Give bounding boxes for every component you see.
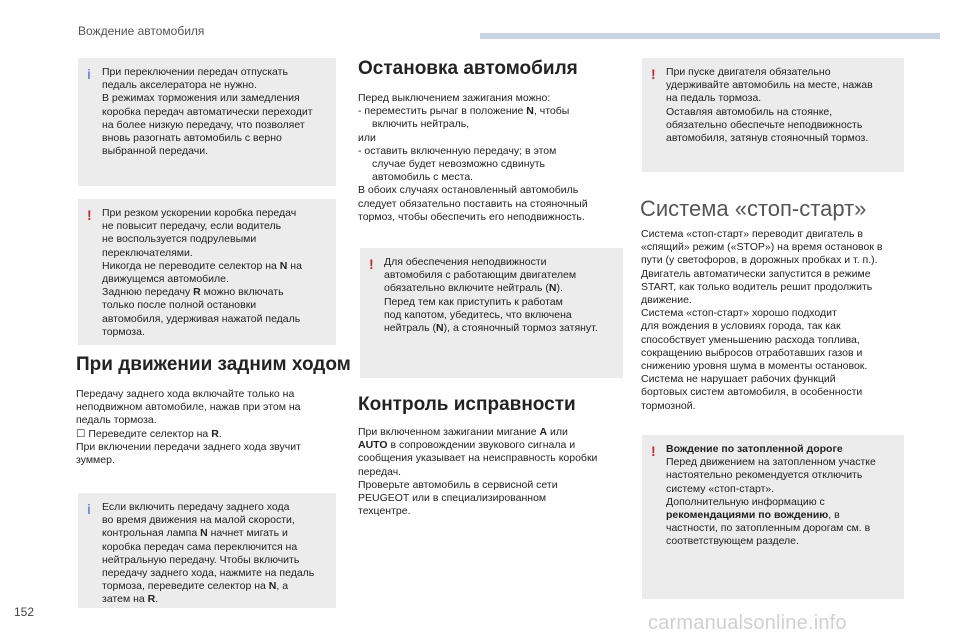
heading-stopping: Остановка автомобиля [358,58,578,79]
text-line: вновь разогнать автомобиль с верно [102,132,282,145]
page-section-title: Вождение автомобиля [78,24,205,38]
warning-icon: ! [651,66,656,82]
text-line: При переключении передач отпускать [102,66,288,78]
text-line: не повысит передачу, если водитель [102,220,282,233]
paragraph-stop-start: Система «стоп-старт» переводит двигатель в «спящий» режим («STOP») на время остановок в пути (у светофоров, в дорожных пробках и т. п.). Двигатель автоматически запустится в режиме START, как только водитель решит продолжить движение. Система «стоп-старт» хорошо подходит для вождения в условиях города, так как способствует уменьшению расхода топлива, сокращению выбросов отработавших газов и снижению уровня шума в моменты остановок. Система не нарушает рабочих функций бортовых систем автомобиля, в особенности тормозной. [641,228,883,412]
text-line: тормоза. [102,325,145,338]
text-line: Заднюю передачу R можно включать [102,286,284,299]
info-box-reverse-while-moving: i Если включить передачу заднего хода во время движения на малой скорости, контрольная лампа N начнет мигать и коробка передач сама переключится на нейтральную передачу. Чтобы включить передачу заднего хода, нажмите на педаль тормоза, переведите селектор на N, а затем на R. [78,493,336,608]
info-icon: i [87,66,91,82]
text-line: не воспользуется подрулевыми [102,233,257,246]
heading-stop-start: Система «стоп-старт» [640,196,867,221]
paragraph-stopping: Перед выключением зажигания можно: - переместить рычаг в положение N, чтобы включить нейтраль, или - оставить включенную передачу; в этом случае будет невозможно сдвинуть автомобиль с места. В обоих случаях остановленный автомобиль следует обязательно поставить на стояночный тормоз, чтобы обеспечить его неподвижность. [358,92,588,223]
paragraph-diagnostics: При включенном зажигании мигание A или AUTO в сопровождении звукового сигнала и сообщения указывает на неисправность коробки передач. Проверьте автомобиль в сервисной сети PEUGEOT или в специализированном техцентре. [358,426,598,518]
text-line: автомобиля, удерживая нажатой педаль [102,312,301,325]
paragraph-reverse: Передачу заднего хода включайте только на неподвижном автомобиле, нажав при этом на педаль тормоза. ☐ Переведите селектор на R. При включении передачи заднего хода звучит зуммер. [76,388,301,467]
warning-box-engine-start: ! При пуске двигателя обязательно удерживайте автомобиль на месте, нажав на педаль тормоза. Оставляя автомобиль на стоянке, обязательно обеспечьте неподвижность автомобиля, затянув стояночный тормоз. [642,58,904,172]
checkbox-icon: ☐ [76,427,89,440]
warning-box-neutral: ! Для обеспечения неподвижности автомобиля с работающим двигателем обязательно включите нейтраль (N). Перед тем как приступить к работам под капотом, убедитесь, что включена нейтраль (N), а стояночный тормоз затянут. [360,248,623,378]
heading-diagnostics: Контроль исправности [358,394,576,415]
text-line: только после полной остановки [102,299,257,312]
warning-box-flooded-road: ! Вождение по затопленной дороге Перед движением на затопленном участке настоятельно рекомендуется отключить систему «стоп-старт». Дополнительную информацию с рекомендациями по вождению, в частности, по затопленным дорогам см. в соответствующем разделе. [642,435,904,599]
text-line: При резком ускорении коробка передач [102,207,297,219]
info-box-gear-change [78,58,336,186]
warning-icon: ! [87,207,92,223]
header-bar [480,33,940,39]
text-line: педаль акселератора не нужно. [102,79,257,92]
text-line: коробка передач автоматически переходит [102,105,313,118]
watermark: carmanualsonline.info [648,612,847,634]
text-line: выбранной передачи. [102,145,208,158]
warning-icon: ! [369,256,374,272]
text-line: переключателями. [102,246,193,259]
text-line: В режимах торможения или замедления [102,92,300,105]
text-line: движущемся автомобиле. [102,273,229,286]
text-line: Никогда не переводите селектор на N на [102,259,302,272]
page-number: 152 [14,605,35,619]
heading-reverse: При движении задним ходом [76,354,351,375]
text-line: на более низкую передачу, что позволяет [102,118,305,131]
info-icon: i [87,501,91,517]
warning-box-acceleration [78,199,336,345]
box-title: Вождение по затопленной дороге [666,443,843,455]
warning-icon: ! [651,443,656,459]
